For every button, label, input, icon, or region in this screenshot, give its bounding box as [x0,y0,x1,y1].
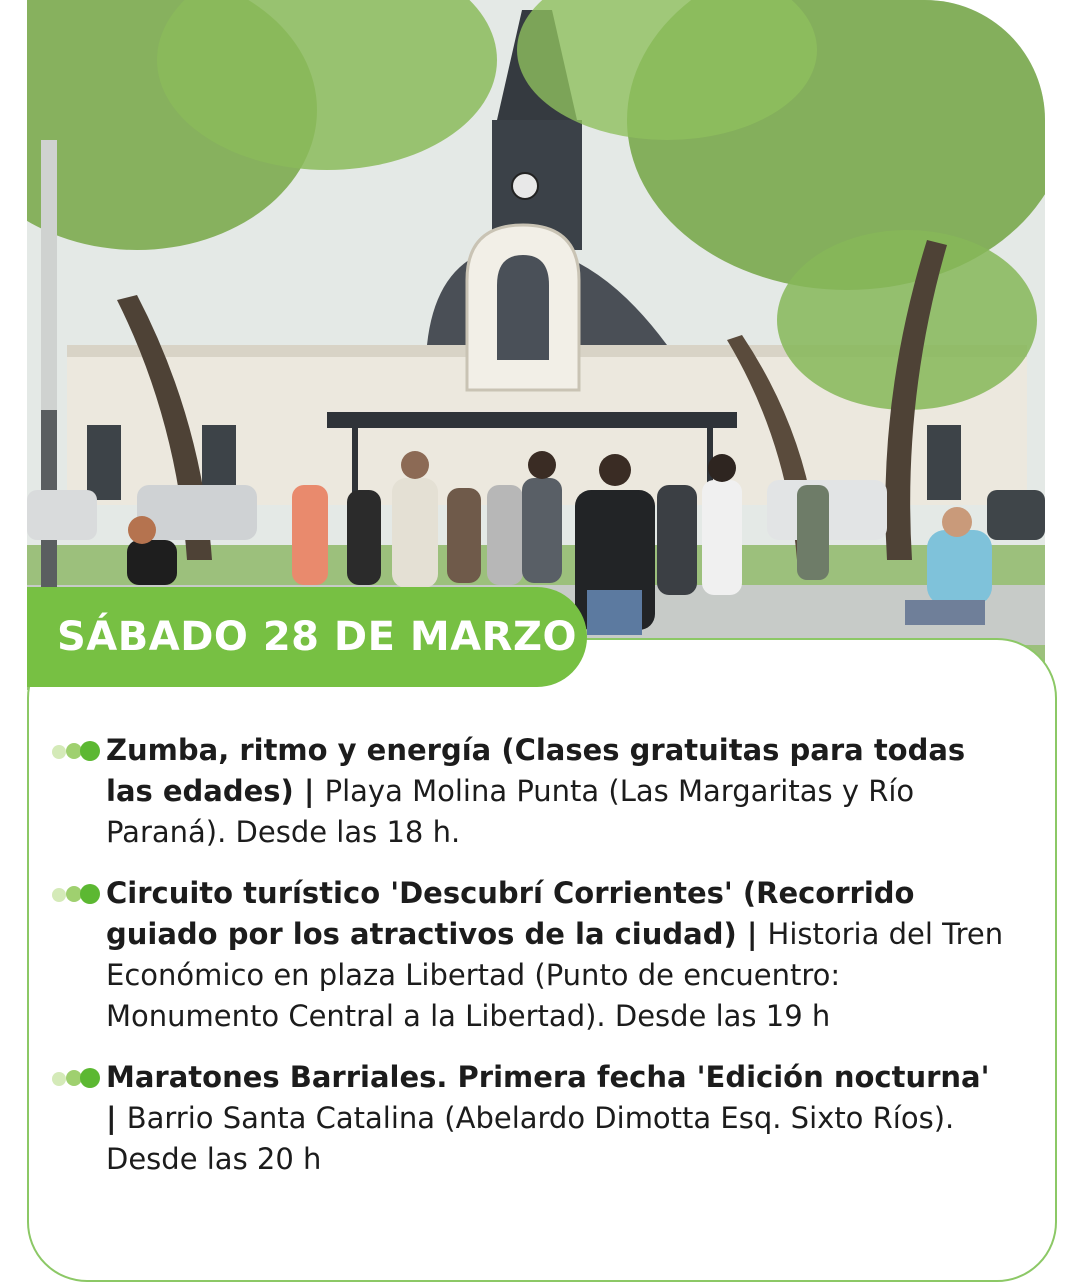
event-title: Maratones Barriales. Primera fecha 'Edición nocturna' [106,1060,990,1094]
date-banner [27,587,587,687]
event-separator: | [736,917,768,951]
event-separator: | [106,1101,127,1135]
bullet-dots-icon [50,875,106,911]
event-text [106,730,1006,853]
list-item [50,873,1050,1037]
date-label: SÁBADO 28 DE MARZO [57,614,577,660]
event-details: Playa Molina Punta (Las Margaritas y Río Paraná). Desde las 18 h. [106,774,915,849]
list-item [50,730,1050,853]
event-text [106,873,1006,1037]
bullet-dots-icon [50,1059,106,1095]
event-title: Circuito turístico 'Descubrí Corrientes' [106,876,733,910]
event-title: Zumba, ritmo y energía (Clases gratuitas para todas las edades) [106,733,966,808]
event-details: Barrio Santa Catalina (Abelardo Dimotta Esq. Sixto Ríos). Desde las 20 h [106,1101,955,1176]
event-title-note: (Recorrido guiado por los atractivos de la ciudad) [106,876,915,951]
event-text [106,1057,1006,1180]
event-separator: | [293,774,325,808]
list-item [50,1057,1050,1180]
bullet-dots-icon [50,732,106,768]
event-details: Historia del Tren Económico en plaza Libertad (Punto de encuentro: Monumento Central a la Libertad). Desde las 19 h [106,917,1004,1033]
event-list [50,730,1050,1200]
